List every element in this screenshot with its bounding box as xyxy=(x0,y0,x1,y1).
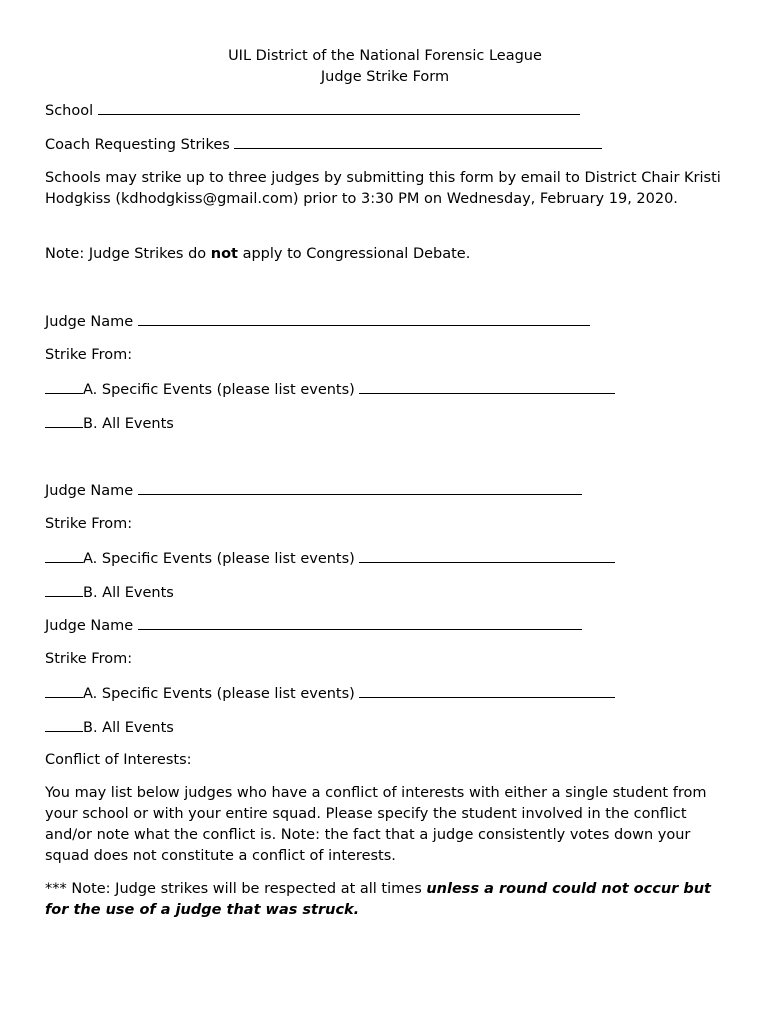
header-line-2: Judge Strike Form xyxy=(320,69,450,85)
judge-name-label: Judge Name xyxy=(45,483,134,499)
instructions-text: Schools may strike up to three judges by submitting this form by email to District Chair Kristi Hodgkiss (kdhodgkiss@gmail.com) prior to 3:30 PM on Wednesday, February 19, 2020. xyxy=(45,170,721,207)
option-b-check-line[interactable] xyxy=(45,413,83,428)
option-b-label: B. All Events xyxy=(83,720,174,736)
events-input-line[interactable] xyxy=(359,548,615,563)
conflict-heading: Conflict of Interests: xyxy=(45,752,192,768)
option-b-check-line[interactable] xyxy=(45,717,83,732)
judge-name-field-2 xyxy=(45,480,582,501)
school-label: School xyxy=(45,103,94,119)
events-input-line[interactable] xyxy=(359,379,615,394)
header-line-1: UIL District of the National Forensic League xyxy=(228,48,542,64)
option-b-check-line[interactable] xyxy=(45,582,83,597)
judge-name-field-1 xyxy=(45,311,590,332)
coach-label: Coach Requesting Strikes xyxy=(45,137,230,153)
option-a-row-1 xyxy=(45,379,615,400)
judge-name-input-line[interactable] xyxy=(138,480,582,495)
option-a-label: A. Specific Events (please list events) xyxy=(83,382,355,398)
school-field xyxy=(45,100,580,121)
final-note-prefix: *** Note: Judge strikes will be respected at all times xyxy=(45,881,427,897)
final-note xyxy=(45,879,725,921)
judge-name-input-line[interactable] xyxy=(138,615,582,630)
strike-from-label: Strike From: xyxy=(45,347,133,363)
option-b-row-2 xyxy=(45,582,174,603)
judge-name-label: Judge Name xyxy=(45,618,134,634)
option-b-label: B. All Events xyxy=(83,416,174,432)
coach-input-line[interactable] xyxy=(234,134,602,149)
note-bold: not xyxy=(210,246,238,262)
option-a-check-line[interactable] xyxy=(45,548,83,563)
option-b-row-1 xyxy=(45,413,174,434)
judge-name-input-line[interactable] xyxy=(138,311,590,326)
option-a-label: A. Specific Events (please list events) xyxy=(83,551,355,567)
option-a-row-3 xyxy=(45,683,615,704)
note-prefix: Note: Judge Strikes do xyxy=(45,246,211,262)
note-suffix: apply to Congressional Debate. xyxy=(237,246,471,262)
option-b-label: B. All Events xyxy=(83,585,174,601)
conflict-text: You may list below judges who have a conflict of interests with either a single student from your school or with your entire squad. Please specify the student involved in the conflict and/or note what the conflict is. Note: the fact that a judge consistently votes down your squad does not constitute a conflict of interests. xyxy=(45,785,707,864)
strike-from-label: Strike From: xyxy=(45,516,133,532)
school-input-line[interactable] xyxy=(98,100,580,115)
option-b-row-3 xyxy=(45,717,174,738)
option-a-row-2 xyxy=(45,548,615,569)
events-input-line[interactable] xyxy=(359,683,615,698)
final-note-emphasis: unless a round could not occur but for the use of a judge that was struck. xyxy=(45,881,711,918)
option-a-label: A. Specific Events (please list events) xyxy=(83,686,355,702)
option-a-check-line[interactable] xyxy=(45,379,83,394)
judge-name-field-3 xyxy=(45,615,582,636)
congress-note xyxy=(45,244,725,265)
coach-field xyxy=(45,134,602,155)
header-title xyxy=(45,46,725,88)
strike-from-label: Strike From: xyxy=(45,651,133,667)
judge-name-label: Judge Name xyxy=(45,314,134,330)
option-a-check-line[interactable] xyxy=(45,683,83,698)
